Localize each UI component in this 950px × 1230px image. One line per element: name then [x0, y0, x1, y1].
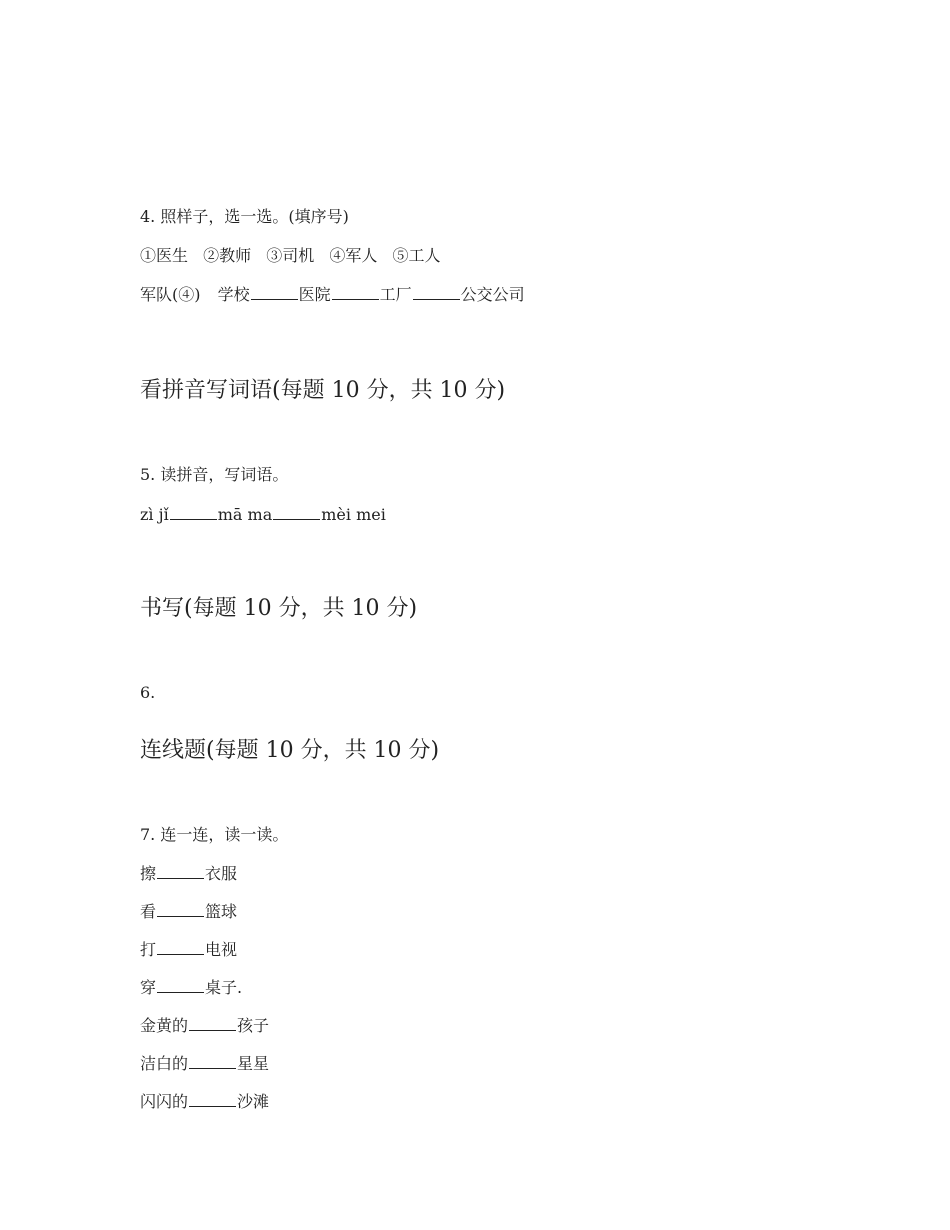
- match-line[interactable]: [157, 901, 204, 917]
- match-left: 穿: [140, 978, 157, 997]
- q6-prompt: 6.: [140, 683, 156, 702]
- section-title-matching: 连线题(每题 10 分，共 10 分): [140, 738, 440, 763]
- match-row: [140, 901, 237, 922]
- q4-option: ③司机: [266, 246, 315, 265]
- match-left: 打: [140, 940, 157, 959]
- match-row: [140, 863, 237, 884]
- match-right: 衣服: [205, 864, 238, 883]
- answer-blank[interactable]: [170, 504, 217, 520]
- match-right: 桌子.: [205, 978, 243, 997]
- match-right: 篮球: [205, 902, 238, 921]
- match-left: 看: [140, 902, 157, 921]
- match-left: 擦: [140, 864, 157, 883]
- match-right: 孩子: [237, 1016, 270, 1035]
- q5-pinyin-row: [140, 504, 386, 525]
- answer-blank[interactable]: [413, 284, 460, 300]
- pinyin-item: zì jǐ: [140, 505, 169, 524]
- pinyin-item: mèi mei: [321, 505, 386, 524]
- q4-option: ④军人: [329, 246, 378, 265]
- match-row: [140, 977, 242, 998]
- q4-item: 工厂: [379, 285, 412, 304]
- match-left: 闪闪的: [140, 1092, 189, 1111]
- q4-fill-row: [140, 284, 525, 305]
- q4-options: [140, 246, 440, 266]
- match-row: [140, 939, 237, 960]
- q4-example: 军队(④): [140, 285, 201, 304]
- q4-option: ①医生: [140, 246, 189, 265]
- match-line[interactable]: [189, 1015, 236, 1031]
- answer-blank[interactable]: [273, 504, 320, 520]
- section-title-pinyin: 看拼音写词语(每题 10 分，共 10 分): [140, 378, 506, 403]
- match-line[interactable]: [189, 1053, 236, 1069]
- answer-blank[interactable]: [251, 284, 298, 300]
- q4-prompt: 4. 照样子，选一选。(填序号): [140, 207, 349, 226]
- q4-option: ⑤工人: [392, 246, 441, 265]
- q7-prompt: 7. 连一连，读一读。: [140, 825, 289, 844]
- match-line[interactable]: [189, 1091, 236, 1107]
- match-row: [140, 1091, 269, 1112]
- pinyin-item: mā ma: [217, 505, 273, 524]
- match-left: 金黄的: [140, 1016, 189, 1035]
- match-left: 洁白的: [140, 1054, 189, 1073]
- match-right: 星星: [237, 1054, 270, 1073]
- q4-item: 医院: [298, 285, 331, 304]
- match-right: 沙滩: [237, 1092, 270, 1111]
- match-line[interactable]: [157, 939, 204, 955]
- answer-blank[interactable]: [332, 284, 379, 300]
- q4-item: 学校: [217, 285, 250, 304]
- q4-option: ②教师: [203, 246, 252, 265]
- q4-item: 公交公司: [460, 285, 525, 304]
- match-right: 电视: [205, 940, 238, 959]
- match-line[interactable]: [157, 977, 204, 993]
- match-line[interactable]: [157, 863, 204, 879]
- q5-prompt: 5. 读拼音，写词语。: [140, 465, 289, 484]
- section-title-writing: 书写(每题 10 分，共 10 分): [140, 596, 418, 621]
- match-row: [140, 1053, 269, 1074]
- match-row: [140, 1015, 269, 1036]
